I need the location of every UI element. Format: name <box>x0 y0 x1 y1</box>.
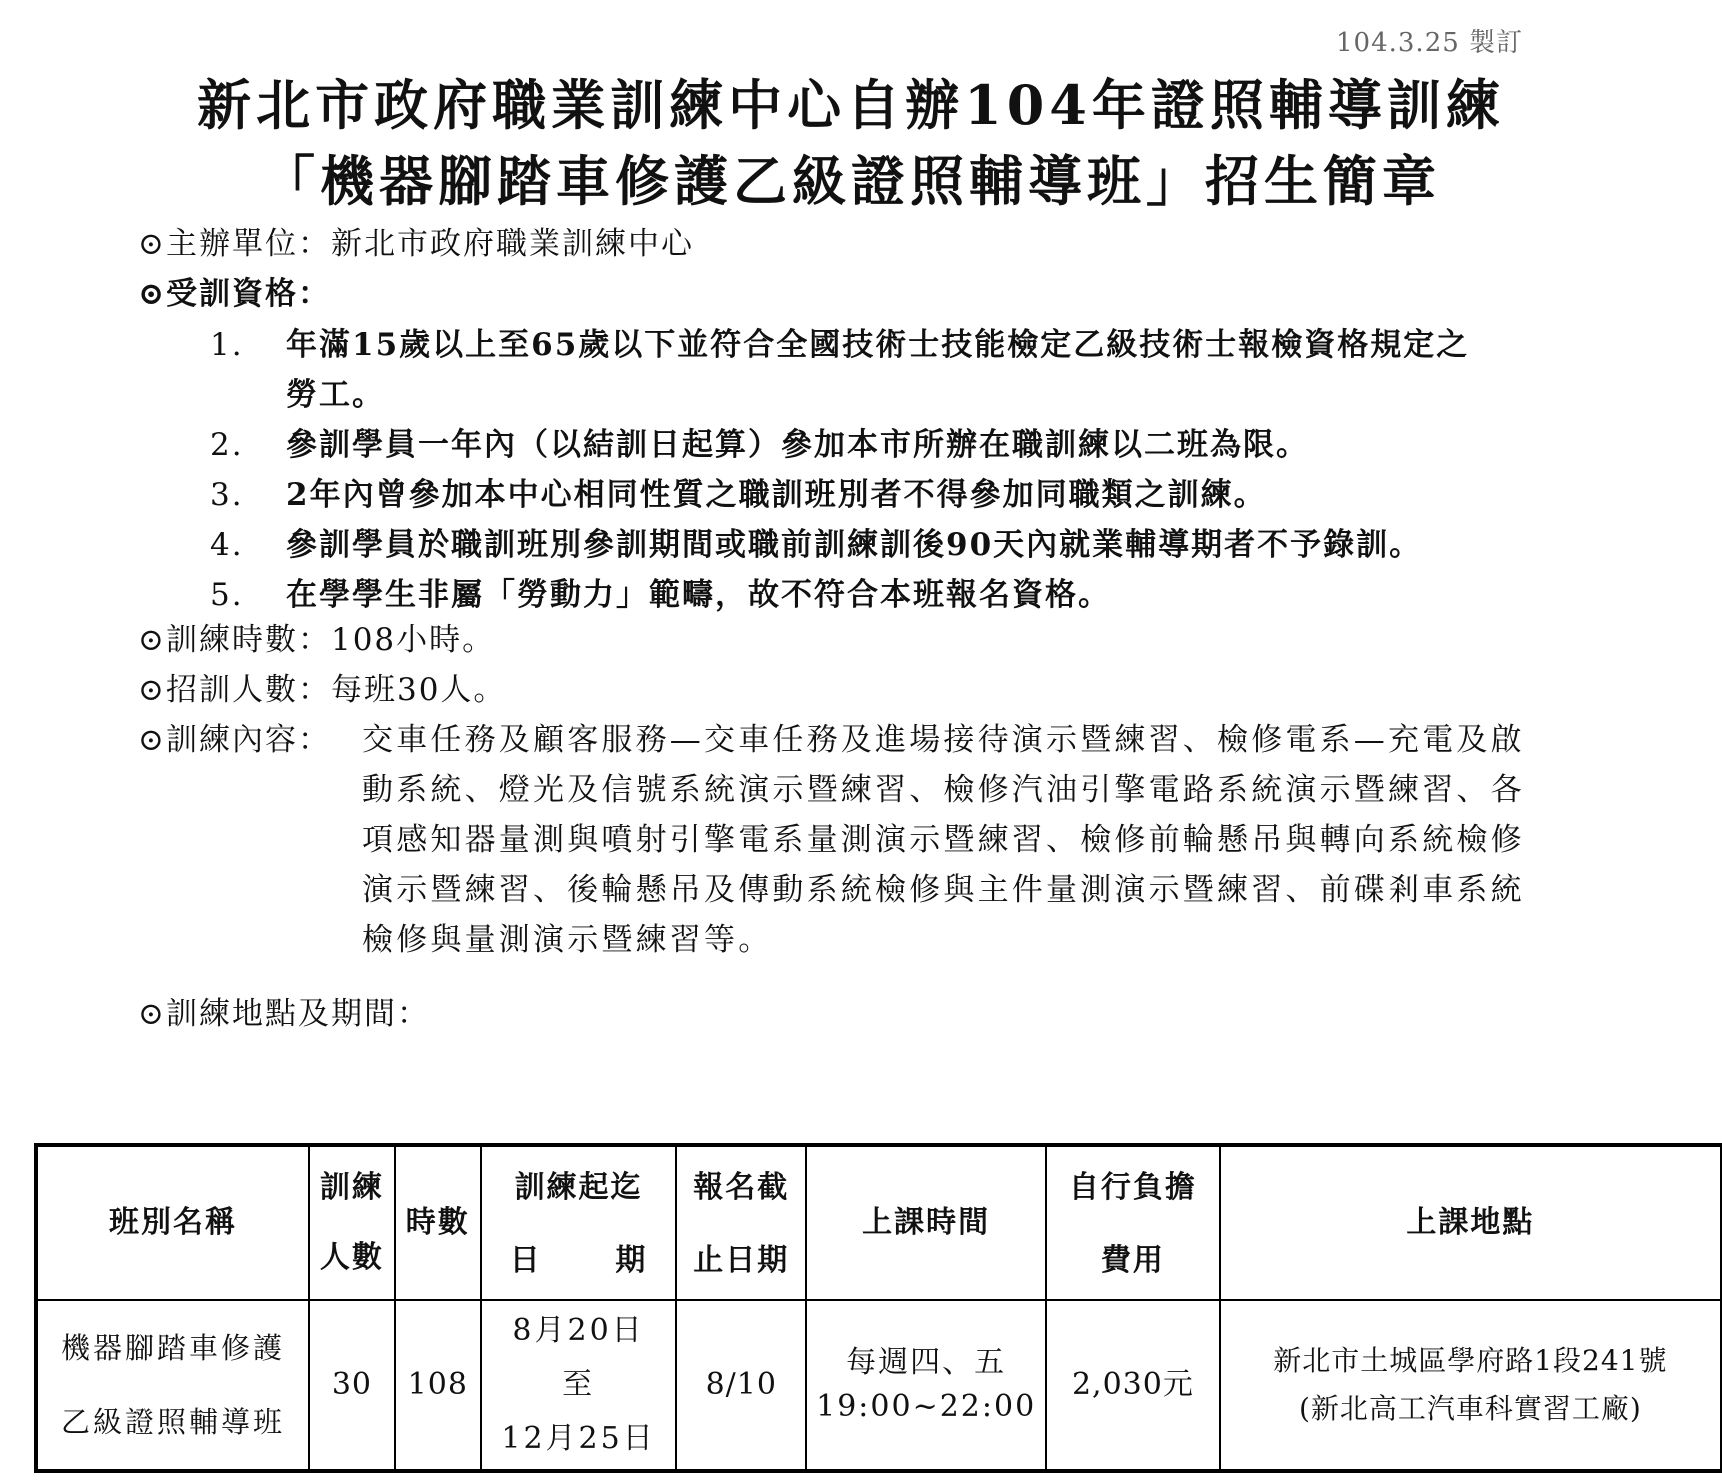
header-trainees <box>309 1145 395 1300</box>
table-header-row <box>36 1145 1722 1300</box>
header-fee-line-2: 費用 <box>1100 1243 1165 1278</box>
header-deadline-line-2: 止日期 <box>693 1243 790 1278</box>
period-end: 12月25日 <box>501 1421 656 1456</box>
location-address: 新北市土城區學府路1段241號 <box>1273 1344 1668 1377</box>
header-trainees-line-2: 人數 <box>319 1240 384 1275</box>
header-location: 上課地點 <box>1220 1145 1722 1300</box>
cell-hours: 108 <box>395 1300 481 1471</box>
qualification-item <box>210 423 1309 467</box>
training-content-line: 項感知器量測與噴射引擎電系量測演示暨練習、檢修前輪懸吊與轉向系統檢修 <box>362 822 1525 858</box>
cell-location <box>1220 1300 1722 1471</box>
header-fee-line-1: 自行負擔 <box>1068 1170 1197 1205</box>
training-content-line: 演示暨練習、後輪懸吊及傳動系統檢修與主件量測演示暨練習、前碟剎車系統 <box>362 872 1525 908</box>
organizer: ⊙主辦單位：新北市政府職業訓練中心 <box>138 226 694 262</box>
cell-period <box>481 1300 677 1471</box>
period-to: 至 <box>562 1367 596 1402</box>
document-title-line-2: 「機器腳踏車修護乙級證照輔導班」招生簡章 <box>261 149 1441 213</box>
class-name-line-2: 乙級證照輔導班 <box>61 1405 286 1439</box>
header-schedule: 上課時間 <box>806 1145 1046 1300</box>
qualification-item <box>210 473 1267 517</box>
header-deadline-line-1: 報名截 <box>693 1170 790 1205</box>
cell-schedule <box>806 1300 1046 1471</box>
header-fee <box>1046 1145 1220 1300</box>
location-note: (新北高工汽車科實習工廠) <box>1298 1392 1642 1425</box>
header-period-line-2 <box>482 1226 676 1296</box>
qualification-text: 在學學生非屬「勞動力」範疇，故不符合本班報名資格。 <box>286 577 1111 613</box>
qualification-number: 2. <box>210 427 244 463</box>
schedule-time: 19:00~22:00 <box>816 1389 1037 1424</box>
header-deadline <box>676 1145 806 1300</box>
enrollment-count: ⊙招訓人數：每班30人。 <box>138 672 507 708</box>
header-period-term: 期 <box>615 1243 648 1278</box>
table-row <box>36 1300 1722 1471</box>
qualification-number: 5. <box>210 577 244 613</box>
header-period-line-1: 訓練起迄 <box>514 1170 643 1205</box>
header-hours: 時數 <box>395 1145 481 1300</box>
training-content-line: 動系統、燈光及信號系統演示暨練習、檢修汽油引擎電路系統演示暨練習、各 <box>362 772 1525 808</box>
document-title-line-1: 新北市政府職業訓練中心自辦104年證照輔導訓練 <box>197 73 1505 137</box>
cell-deadline: 8/10 <box>676 1300 806 1471</box>
location-heading: ⊙訓練地點及期間： <box>138 996 430 1032</box>
cell-trainees: 30 <box>309 1300 395 1471</box>
period-start: 8月20日 <box>512 1313 645 1348</box>
qualification-number: 1. <box>210 327 244 363</box>
qualification-number: 4. <box>210 527 244 563</box>
qualification-text: 參訓學員於職訓班別參訓期間或職前訓練訓後90天內就業輔導期者不予錄訓。 <box>286 527 1423 563</box>
training-hours: ⊙訓練時數：108小時。 <box>138 622 496 658</box>
qualification-continuation: 勞工。 <box>286 377 385 413</box>
header-trainees-line-1: 訓練 <box>319 1170 384 1205</box>
cell-fee: 2,030元 <box>1046 1300 1220 1471</box>
revision-date: 104.3.25 製訂 <box>1336 28 1524 58</box>
qualification-item <box>210 523 1422 567</box>
qualifications-heading: ⊙受訓資格： <box>138 276 331 312</box>
training-content-label: ⊙訓練內容： <box>138 722 331 758</box>
qualification-text: 年滿15歲以上至65歲以下並符合全國技術士技能檢定乙級技術士報檢資格規定之 <box>286 327 1470 363</box>
qualification-item <box>210 573 1111 617</box>
header-class-name: 班別名稱 <box>36 1145 309 1300</box>
training-content-line: 檢修與量測演示暨練習等。 <box>362 922 773 958</box>
qualification-text: 2年內曾參加本中心相同性質之職訓班別者不得參加同職類之訓練。 <box>286 477 1267 513</box>
qualification-item <box>210 323 1469 367</box>
cell-class-name <box>36 1300 309 1471</box>
header-period <box>481 1145 677 1300</box>
qualification-text: 參訓學員一年內（以結訓日起算）參加本市所辦在職訓練以二班為限。 <box>286 427 1309 463</box>
header-period-day: 日 <box>509 1243 542 1278</box>
schedule-table <box>34 1143 1722 1473</box>
qualification-number: 3. <box>210 477 244 513</box>
class-name-line-1: 機器腳踏車修護 <box>61 1331 286 1365</box>
schedule-days: 每週四、五 <box>846 1345 1007 1380</box>
training-content-line: 交車任務及顧客服務—交車任務及進場接待演示暨練習、檢修電系—充電及啟 <box>362 722 1525 758</box>
